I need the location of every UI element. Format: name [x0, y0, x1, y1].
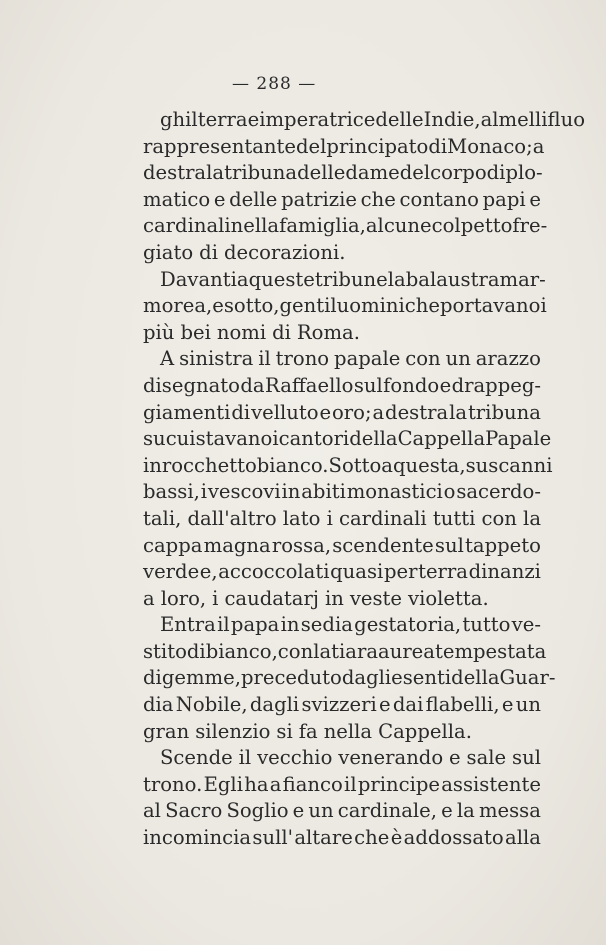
text-line: A sinistra il trono papale con un arazzo: [160, 347, 541, 371]
text-line: gran silenzio si fa nella Cappella.: [143, 719, 472, 743]
text-line: rappresentante del principato di Monaco; a: [143, 134, 545, 158]
paragraph: [143, 346, 553, 612]
text-line: bassi, i vescovi in abiti monastici o sacerdo-: [143, 480, 541, 504]
text-line: Scende il vecchio venerando e sale sul: [160, 746, 541, 770]
paragraph: [143, 745, 541, 851]
text-line: verde e, accoccolati quasi per terra dinanzi: [143, 560, 541, 584]
text-line: ghilterra e imperatrice delle Indie, al mellifluo: [160, 108, 586, 131]
text-line: più bei nomi di Roma.: [143, 320, 360, 344]
text-line: giato di decorazioni.: [143, 240, 346, 264]
text-line: trono. Egli ha a fianco il principe assistente: [143, 772, 541, 796]
text-line: al Sacro Soglio e un cardinale, e la messa: [143, 799, 541, 823]
text-line: tali, dall'altro lato i cardinali tutti con la: [143, 506, 541, 530]
text-line: incomincia sull' altare che è addossato alla: [143, 826, 541, 850]
text-line: cardinali nella famiglia, alcune col petto fre-: [143, 214, 548, 238]
text-line: Davanti a queste tribune la balaustra mar-: [160, 267, 546, 291]
text-line: giamenti di velluto e oro; a destra la tribuna: [143, 400, 541, 424]
text-line: su cui stavano i cantori della Cappella Papale: [143, 427, 552, 451]
paragraph: [143, 267, 547, 347]
paragraph: [143, 107, 586, 267]
text-line: morea, e sotto, gentiluomini che portavano i: [143, 294, 547, 318]
text-line: di gemme, preceduto dagli esenti della Guar-: [143, 666, 556, 690]
text-line: a loro, i caudatarj in veste violetta.: [143, 586, 489, 610]
page-number: — 288 —: [232, 74, 317, 94]
text-line: stito di bianco, con la tiara aurea tempestata: [143, 639, 547, 663]
text-line: dia Nobile, dagli svizzeri e dai flabelli, e un: [143, 693, 541, 717]
text-line: destra la tribuna delle dame del corpo diplo-: [143, 161, 543, 185]
text-line: in rocchetto bianco. Sotto a questa, su scanni: [143, 453, 553, 477]
text-line: disegnato da Raffaello sul fondo e drappeg-: [143, 373, 541, 397]
paragraph: [143, 612, 556, 745]
text-line: cappa magna rossa, scendente sul tappeto: [143, 533, 541, 557]
text-line: Entra il papa in sedia gestatoria, tutto ve-: [160, 613, 541, 637]
text-line: matico e delle patrizie che contano papi e: [143, 187, 541, 211]
body-text: [143, 107, 586, 852]
